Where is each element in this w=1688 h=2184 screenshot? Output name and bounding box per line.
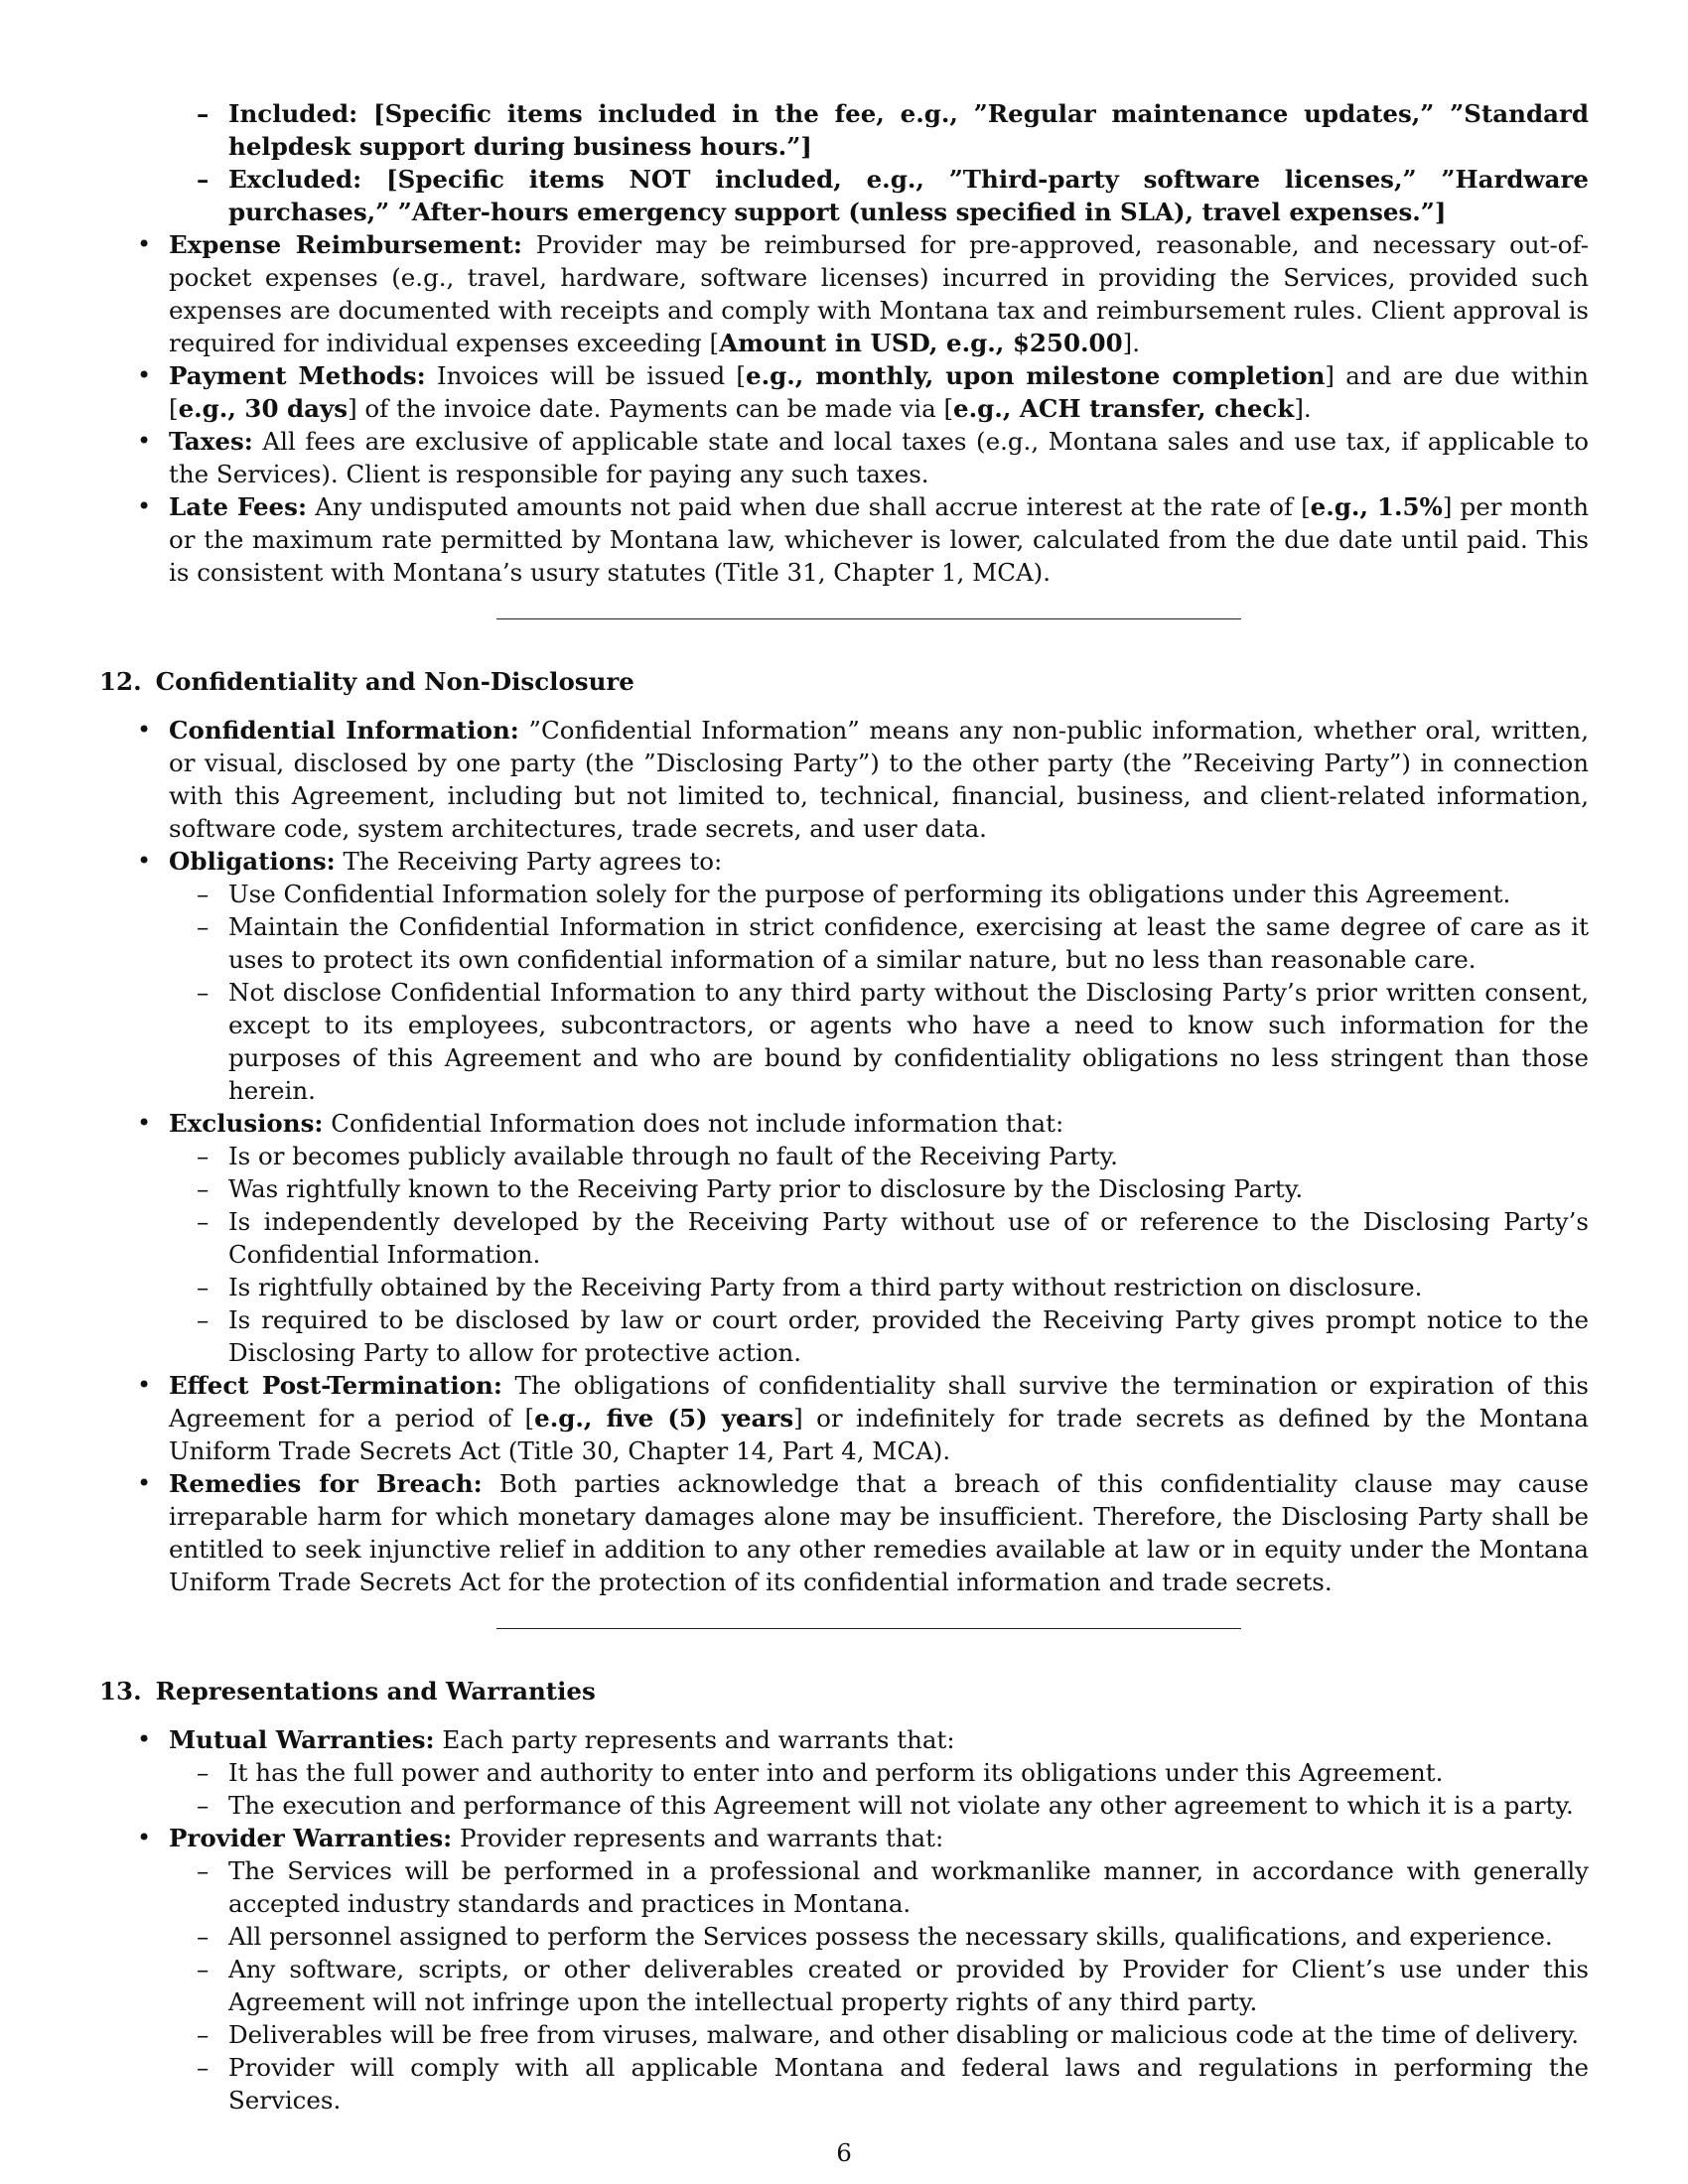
remedies-item	[99, 1467, 1589, 1598]
late-fees-label: Late Fees:	[169, 492, 307, 521]
section-title: Representations and Warranties	[155, 1677, 596, 1706]
list-item: – It has the full power and authority to enter into and perform its obligations under this Agreement.	[169, 1756, 1589, 1789]
payment-text-1: Invoices will be issued [	[437, 361, 746, 390]
remedies-text: Both parties acknowledge that a breach of this confidentiality clause may cause irreparable harm for which monetary damages alone may be insufficient. Therefore, the Disclosing Party shall be entitled to seek injunctive relief in addition to any other remedies available at law or in equity under the Montana Uniform Trade Secrets Act for the protection of its confidential information and trade secrets.	[169, 1469, 1589, 1596]
section-title: Confidentiality and Non-Disclosure	[155, 667, 634, 696]
provider-text: Provider represents and warrants that:	[459, 1824, 944, 1852]
list-item: – Is required to be disclosed by law or court order, provided the Receiving Party gives prompt notice to the Disclosing Party to allow for protective action.	[169, 1303, 1589, 1369]
mutual-warranties-item	[99, 1723, 1589, 1822]
section-number: 12.	[99, 667, 142, 696]
confidential-text: ”Confidential Information” means any non-public information, whether oral, written, or visual, disclosed by one party (the ”Disclosing Party”) to the other party (the ”Receiving Party”) in connection with this Agreement, including but not limited to, technical, financial, business, and client-related information, software code, system architectures, trade secrets, and user data.	[169, 716, 1589, 843]
list-item: – Use Confidential Information solely for the purpose of performing its obligations under this Agreement.	[169, 878, 1589, 910]
post-termination-period: e.g., five (5) years	[534, 1404, 794, 1433]
list-item: – Any software, scripts, or other deliverables created or provided by Provider for Client’s use under this Agreement will not infringe upon the intellectual property rights of any third party.	[169, 1953, 1589, 2018]
expense-end: ].	[1122, 329, 1140, 357]
taxes-label: Taxes:	[169, 427, 253, 456]
section-divider	[496, 1628, 1241, 1629]
obligations-label: Obligations:	[169, 847, 336, 876]
confidential-information-item	[99, 714, 1589, 845]
confidential-label: Confidential Information:	[169, 716, 519, 745]
late-fees-text-1: Any undisputed amounts not paid when due shall accrue interest at the rate of [	[315, 492, 1311, 521]
page-content	[99, 97, 1589, 2116]
post-termination-label: Effect Post-Termination:	[169, 1371, 502, 1400]
list-item: – Is independently developed by the Receiving Party without use of or reference to the Disclosing Party’s Confidential Information.	[169, 1205, 1589, 1271]
section-divider	[496, 618, 1241, 619]
list-item: – Is or becomes publicly available through no fault of the Receiving Party.	[169, 1140, 1589, 1172]
list-item: – Maintain the Confidential Information in strict confidence, exercising at least the same degree of care as it uses to protect its own confidential information of a similar nature, but no less than reasonable care.	[169, 910, 1589, 976]
payment-label: Payment Methods:	[169, 361, 426, 390]
exclusions-sublist	[169, 1140, 1589, 1369]
post-termination-text-2: ] or indefinitely for trade secrets as defined by the Montana Uniform Trade Secrets Act (Title 30, Chapter 14, Part 4, MCA).	[169, 1404, 1589, 1465]
section-heading-12	[99, 665, 1589, 698]
warranties-list	[99, 1723, 1589, 2116]
obligations-sublist	[169, 878, 1589, 1107]
page-number: 6	[836, 2138, 852, 2167]
fee-terms-list	[99, 228, 1589, 589]
expense-amount: Amount in USD, e.g., $250.00	[719, 329, 1123, 357]
payment-value-2: e.g., 30 days	[178, 394, 349, 423]
obligations-text: The Receiving Party agrees to:	[343, 847, 723, 876]
fee-inclusion-list	[99, 97, 1589, 228]
exclusions-item	[99, 1107, 1589, 1369]
expense-label: Expense Reimbursement:	[169, 230, 522, 259]
mutual-sublist	[169, 1756, 1589, 1822]
list-item: – Deliverables will be free from viruses, malware, and other disabling or malicious code at the time of delivery.	[169, 2018, 1589, 2051]
list-item: – Is rightfully obtained by the Receiving Party from a third party without restriction on disclosure.	[169, 1271, 1589, 1303]
section-number: 13.	[99, 1677, 142, 1706]
payment-text-3: ] of the invoice date. Payments can be made via [	[348, 394, 954, 423]
post-termination-text-1: The obligations of confidentiality shall survive the termination or expiration of this Agreement for a period of [	[169, 1371, 1589, 1433]
provider-label: Provider Warranties:	[169, 1824, 453, 1852]
payment-value-3: e.g., ACH transfer, check	[953, 394, 1295, 423]
fee-excluded-item	[99, 163, 1589, 228]
late-fees-text-2: ] per month or the maximum rate permitted by Montana law, whichever is lower, calculated from the due date until paid. This is consistent with Montana’s usury statutes (Title 31, Chapter 1, MCA).	[169, 492, 1589, 587]
obligations-item	[99, 845, 1589, 1107]
confidentiality-list	[99, 714, 1589, 1598]
payment-text-2: ] and are due within [	[169, 361, 1590, 423]
payment-text-4: ].	[1294, 394, 1312, 423]
expense-reimbursement-item	[99, 228, 1589, 359]
excluded-text: [Specific items NOT included, e.g., ”Third-party software licenses,” ”Hardware purchases,” ”After-hours emergency support (unless specified in SLA), travel expenses.”]	[228, 165, 1589, 226]
excluded-label: Excluded:	[228, 165, 362, 194]
mutual-text: Each party represents and warrants that:	[442, 1725, 955, 1754]
payment-methods-item	[99, 359, 1589, 425]
fee-included-item	[99, 97, 1589, 163]
included-label: Included:	[228, 99, 358, 128]
section-heading-13	[99, 1675, 1589, 1707]
late-fees-item	[99, 490, 1589, 589]
included-text: [Specific items included in the fee, e.g., ”Regular maintenance updates,” ”Standard helpdesk support during business hours.”]	[228, 99, 1589, 161]
document-page	[99, 97, 1589, 2116]
provider-warranties-item	[99, 1822, 1589, 2116]
list-item: – Provider will comply with all applicable Montana and federal laws and regulations in performing the Services.	[169, 2051, 1589, 2116]
post-termination-item	[99, 1369, 1589, 1467]
exclusions-label: Exclusions:	[169, 1109, 324, 1138]
payment-value-1: e.g., monthly, upon milestone completion	[745, 361, 1326, 390]
list-item: – The Services will be performed in a professional and workmanlike manner, in accordance with generally accepted industry standards and practices in Montana.	[169, 1854, 1589, 1920]
list-item: – Was rightfully known to the Receiving Party prior to disclosure by the Disclosing Party.	[169, 1172, 1589, 1205]
taxes-text: All fees are exclusive of applicable state and local taxes (e.g., Montana sales and use tax, if applicable to the Services). Client is responsible for paying any such taxes.	[169, 427, 1589, 488]
taxes-item	[99, 425, 1589, 490]
late-fees-rate: e.g., 1.5%	[1310, 492, 1443, 521]
exclusions-text: Confidential Information does not include information that:	[331, 1109, 1064, 1138]
expense-text: Provider may be reimbursed for pre-approved, reasonable, and necessary out-of-pocket expenses (e.g., travel, hardware, software licenses) incurred in providing the Services, provided such expenses are documented with receipts and comply with Montana tax and reimbursement rules. Client approval is required for individual expenses exceeding [	[169, 230, 1589, 357]
list-item: – Not disclose Confidential Information to any third party without the Disclosing Party’s prior written consent, except to its employees, subcontractors, or agents who have a need to know such information for the purposes of this Agreement and who are bound by confidentiality obligations no less stringent than those herein.	[169, 976, 1589, 1107]
mutual-label: Mutual Warranties:	[169, 1725, 435, 1754]
list-item: – The execution and performance of this Agreement will not violate any other agreement to which it is a party.	[169, 1789, 1589, 1822]
provider-sublist	[169, 1854, 1589, 2116]
remedies-label: Remedies for Breach:	[169, 1469, 483, 1498]
list-item: – All personnel assigned to perform the Services possess the necessary skills, qualifications, and experience.	[169, 1920, 1589, 1953]
